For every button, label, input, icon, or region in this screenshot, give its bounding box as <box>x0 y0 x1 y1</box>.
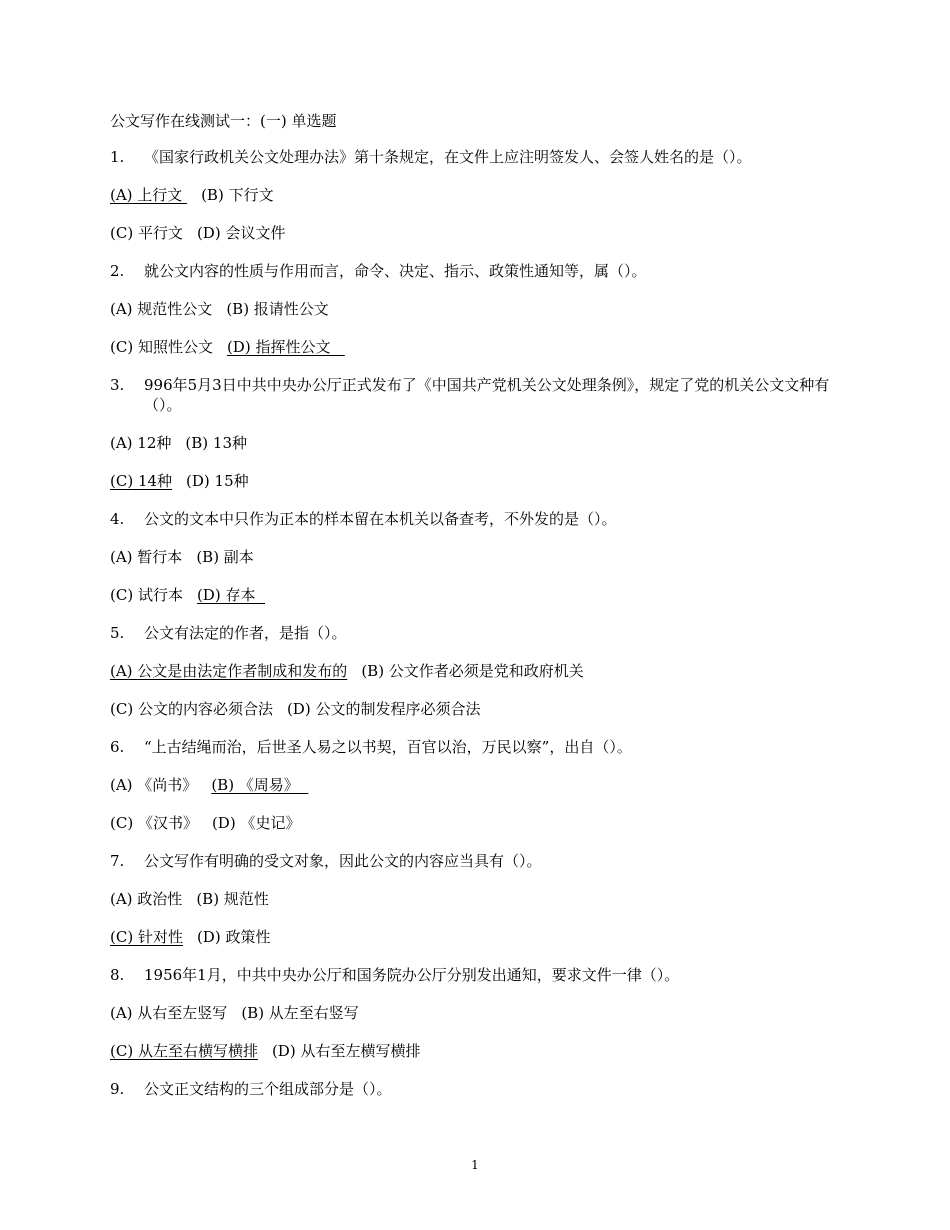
option-b: (B) 13种 <box>185 434 247 452</box>
option-row <box>110 1003 850 1023</box>
option-d: (D) 《史记》 <box>211 814 301 832</box>
option-row <box>110 471 850 491</box>
option-a: (A) 12种 <box>110 434 172 452</box>
option-c: (C) 《汉书》 <box>110 814 198 832</box>
option-c: (C) 平行文 <box>110 224 183 242</box>
option-row <box>110 223 850 243</box>
question-1 <box>110 147 850 167</box>
option-b-answer: (B) 《周易》 <box>211 776 309 794</box>
question-number: 3. <box>110 376 125 394</box>
question-number: 2. <box>110 262 125 280</box>
option-c-answer: (C) 针对性 <box>110 928 183 946</box>
option-d: (D) 公文的制发程序必须合法 <box>286 700 481 718</box>
option-d-answer: (D) 指挥性公文 <box>226 338 345 356</box>
option-b: (B) 公文作者必须是党和政府机关 <box>361 662 584 680</box>
question-text: 就公文内容的性质与作用而言，命令、决定、指示、政策性通知等，属（）。 <box>144 262 647 280</box>
option-d: (D) 15种 <box>186 472 249 490</box>
option-d: (D) 从右至左横写横排 <box>271 1042 421 1060</box>
question-text: 公文的文本中只作为正本的样本留在本机关以备查考，不外发的是（）。 <box>144 510 617 528</box>
question-7 <box>110 851 850 871</box>
question-4 <box>110 509 850 529</box>
option-b: (B) 副本 <box>196 548 254 566</box>
question-number: 1. <box>110 148 125 166</box>
option-b: (B) 从左至右竖写 <box>241 1004 359 1022</box>
option-a: (A) 政治性 <box>110 890 183 908</box>
option-b: (B) 规范性 <box>196 890 269 908</box>
option-row <box>110 813 850 833</box>
document-page <box>110 111 850 1117</box>
question-text: “上古结绳而治，后世圣人易之以书契，百官以治，万民以察”，出自（）。 <box>144 738 632 756</box>
question-number: 4. <box>110 510 125 528</box>
option-c: (C) 试行本 <box>110 586 183 604</box>
page-number: 1 <box>471 1158 479 1172</box>
option-c-answer: (C) 14种 <box>110 472 173 490</box>
option-b: (B) 下行文 <box>201 186 274 204</box>
option-d: (D) 政策性 <box>196 928 271 946</box>
question-list <box>110 147 850 1099</box>
question-6 <box>110 737 850 757</box>
option-b: (B) 报请性公文 <box>226 300 329 318</box>
option-a: (A) 规范性公文 <box>110 300 213 318</box>
option-a: (A) 暂行本 <box>110 548 183 566</box>
question-number: 6. <box>110 738 125 756</box>
question-9 <box>110 1079 850 1099</box>
question-text: 996年5月3日中共中央办公厅正式发布了《中国共产党机关公文处理条例》，规定了党的机关公文文种有（）。 <box>144 376 830 414</box>
option-row <box>110 299 850 319</box>
option-row <box>110 699 850 719</box>
question-text: 公文正文结构的三个组成部分是（）。 <box>144 1080 392 1098</box>
option-a-answer: (A) 上行文 <box>110 186 188 204</box>
option-a-answer: (A) 公文是由法定作者制成和发布的 <box>110 662 348 680</box>
question-text: 1956年1月，中共中央办公厅和国务院办公厅分别发出通知，要求文件一律（）。 <box>144 966 680 984</box>
option-c: (C) 公文的内容必须合法 <box>110 700 273 718</box>
option-row <box>110 585 850 605</box>
option-c: (C) 知照性公文 <box>110 338 213 356</box>
question-8 <box>110 965 850 985</box>
question-5 <box>110 623 850 643</box>
question-number: 9. <box>110 1080 125 1098</box>
option-row <box>110 1041 850 1061</box>
option-a: (A) 《尚书》 <box>110 776 198 794</box>
option-row <box>110 661 850 681</box>
question-text: 公文有法定的作者，是指（）。 <box>144 624 347 642</box>
question-number: 7. <box>110 852 125 870</box>
question-text: 《国家行政机关公文处理办法》第十条规定，在文件上应注明签发人、会签人姓名的是（）。 <box>144 148 752 166</box>
question-2 <box>110 261 850 281</box>
option-row <box>110 433 850 453</box>
option-row <box>110 927 850 947</box>
option-d-answer: (D) 存本 <box>196 586 265 604</box>
option-a: (A) 从右至左竖写 <box>110 1004 228 1022</box>
option-row <box>110 337 850 357</box>
option-row <box>110 185 850 205</box>
question-text: 公文写作有明确的受文对象，因此公文的内容应当具有（）。 <box>144 852 542 870</box>
question-3 <box>110 375 850 415</box>
document-title: 公文写作在线测试一：(一) 单选题 <box>110 112 337 130</box>
option-c-answer: (C) 从左至右横写横排 <box>110 1042 258 1060</box>
option-row <box>110 775 850 795</box>
question-number: 8. <box>110 966 125 984</box>
option-row <box>110 547 850 567</box>
option-d: (D) 会议文件 <box>196 224 286 242</box>
question-number: 5. <box>110 624 125 642</box>
option-row <box>110 889 850 909</box>
